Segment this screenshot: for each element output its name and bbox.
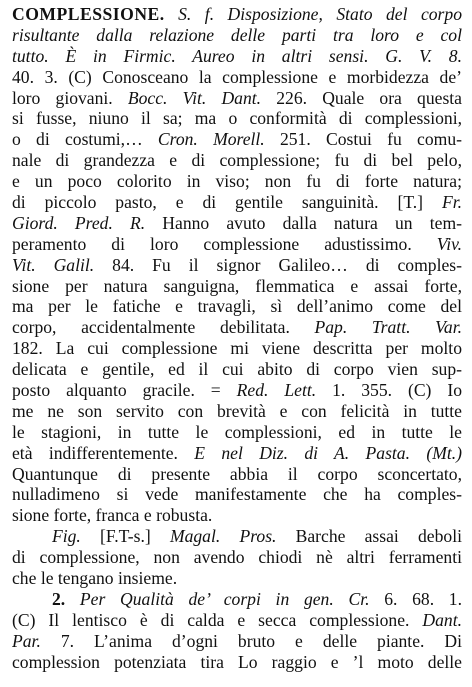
text-line	[12, 589, 462, 610]
text-line	[12, 213, 462, 234]
text-run: 2.	[52, 588, 80, 609]
text-run: Vit. Galil.	[12, 254, 95, 275]
text-line	[12, 171, 462, 192]
text-line	[12, 505, 462, 526]
text-run: Fr.	[441, 192, 462, 213]
text-line	[12, 317, 462, 338]
text-run: di complessione, non avendo chiodi nè altri ferramenti	[12, 547, 462, 568]
text-run: risultante dalla relazione delle parti tra loro e col	[12, 24, 462, 45]
text-run: me ne son servito con brevità e con felicità in tutte	[12, 400, 462, 421]
text-run: Barche assai deboli	[276, 526, 462, 547]
text-run: Bocc. Vit. Dant.	[127, 87, 262, 108]
text-run: Par.	[12, 630, 41, 651]
text-run: tutto. È in Firmic. Aureo in altri sensi. G. V. 8.	[12, 45, 462, 66]
text-run: Pap. Tratt. Var.	[314, 317, 462, 338]
text-line	[12, 380, 462, 401]
text-run: Viv.	[436, 233, 462, 254]
text-line	[12, 568, 462, 589]
text-line	[12, 422, 462, 443]
text-run: 84. Fu il signor Galileo… di comples-	[94, 254, 462, 275]
text-run: Giord. Pred. R.	[12, 212, 146, 233]
text-run: si fusse, niuno il sa; ma o conformità di complessioni,	[12, 108, 462, 129]
text-run: 6. 68. 1.	[369, 588, 462, 609]
text-run: Magal. Pros.	[169, 526, 277, 547]
text-line	[12, 25, 462, 46]
text-run: Dant.	[422, 609, 462, 630]
text-run: 182. La cui complessione mi viene descritta per molto	[12, 338, 462, 359]
text-run: Red. Lett.	[236, 380, 317, 401]
text-line	[12, 359, 462, 380]
text-line	[12, 276, 462, 297]
text-line	[12, 234, 462, 255]
text-run: sione forte, franca e robusta.	[12, 505, 213, 526]
text-run: peramento di loro complessione adustissimo.	[12, 233, 437, 254]
text-line	[12, 610, 462, 631]
text-run: (C) Il lentisco è di calda e secca complessione.	[12, 609, 423, 630]
text-line	[12, 652, 462, 673]
text-run: sione per natura sanguigna, flemmatica e assai forte,	[12, 275, 462, 296]
text-run: Quantunque di presente abbia il corpo sconcertato,	[12, 463, 462, 484]
text-line	[12, 526, 462, 547]
text-line	[12, 443, 462, 464]
text-run: E nel Diz. di A. Pasta. (Mt.)	[194, 442, 462, 463]
text-line	[12, 631, 462, 652]
text-line	[12, 67, 462, 88]
text-run: 7. L’anima d’ogni bruto e delle piante. Di	[40, 630, 462, 651]
text-run: di piccolo pasto, e di gentile sanguinità. [T.]	[12, 192, 442, 213]
text-run: età indifferentemente.	[12, 442, 195, 463]
text-line	[12, 401, 462, 422]
text-run: o di costumi,…	[12, 129, 158, 150]
text-run: 226. Quale ora questa	[261, 87, 462, 108]
text-run: loro giovani.	[12, 87, 128, 108]
text-run: 1. 355. (C) Io	[316, 380, 462, 401]
text-run: ma per le fatiche e travagli, sì dell’animo come del	[12, 296, 462, 317]
headword: COMPLESSIONE.	[12, 4, 165, 24]
text-run: delicata e gentile, ed il cui abito di corpo vien sup-	[12, 359, 462, 380]
text-line	[12, 338, 462, 359]
text-run: nulladimeno si vede manifestamente che ha comples-	[12, 484, 462, 505]
text-line	[12, 4, 462, 25]
dictionary-entry	[12, 4, 462, 673]
text-line	[12, 255, 462, 276]
text-line	[12, 547, 462, 568]
text-line	[12, 150, 462, 171]
text-run: Cron. Morell.	[157, 129, 265, 150]
text-line	[12, 108, 462, 129]
text-line	[12, 296, 462, 317]
text-run: 251. Costui fu comu-	[264, 129, 462, 150]
text-run: e un poco colorito in viso; non fu di forte natura;	[12, 171, 462, 192]
text-run: Hanno avuto dalla natura un tem-	[145, 212, 462, 233]
text-line	[12, 88, 462, 109]
text-line	[12, 484, 462, 505]
text-run: [F.T-s.]	[80, 526, 170, 547]
text-run: 40. 3. (C) Conosceano la complessione e morbidezza de’	[12, 66, 462, 87]
text-line	[12, 464, 462, 485]
text-run: Per Qualità de’ corpi in gen. Cr.	[79, 588, 370, 609]
text-line	[12, 46, 462, 67]
text-run: che le tengano insieme.	[12, 568, 178, 589]
text-run: corpo, accidentalmente debilitata.	[12, 317, 315, 338]
text-run: le stagioni, in tutte le complessioni, ed in tutte le	[12, 421, 462, 442]
text-run: S. f. Disposizione, Stato del corpo	[164, 4, 462, 24]
text-line	[12, 129, 462, 150]
text-line	[12, 192, 462, 213]
text-run: Fig.	[52, 526, 81, 547]
text-run: nale di grandezza e di complessione; fu di bel pelo,	[12, 150, 462, 171]
text-run: complession potenziata tira Lo raggio e ’l moto delle	[12, 651, 462, 672]
text-run: posto alquanto gracile. =	[12, 380, 237, 401]
